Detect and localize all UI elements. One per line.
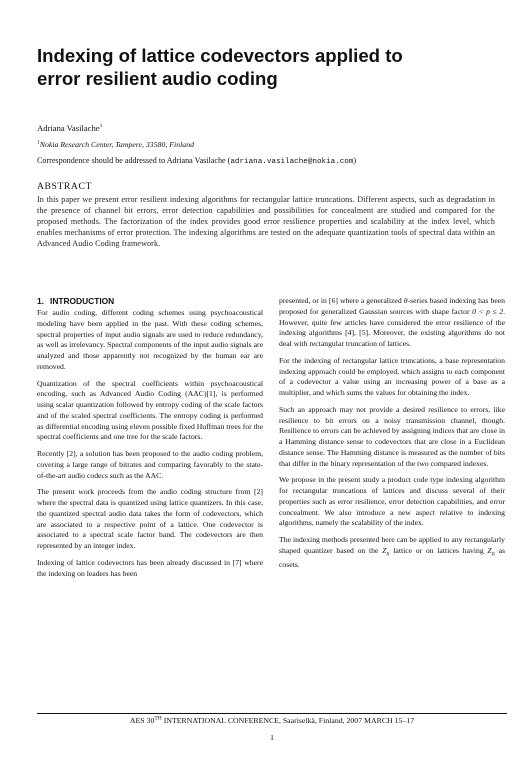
section-number: 1. xyxy=(37,296,44,306)
footer-text: INTERNATIONAL CONFERENCE, Saariselkä, Finland, 2007 MARCH 15–17 xyxy=(161,716,415,725)
footer-sup: TH xyxy=(154,715,162,722)
correspondence-text: Correspondence should be addressed to Adriana Vasilache ( xyxy=(37,156,231,165)
text-run: -series based indexing has been proposed for generalized Gaussian sources with shape factor xyxy=(279,296,505,316)
text-run: lattice or on lattices having xyxy=(389,545,488,555)
affiliation xyxy=(37,140,497,150)
math-inline: 0 < p ≤ 2 xyxy=(472,306,504,316)
theta-symbol: θ xyxy=(403,296,408,305)
abstract-text: In this paper we present error resilient indexing algorithms for rectangular lattice truncations. Different aspects, such as degradation in the presence of channel bit errors, error detection capabilities and possibilities for concealment are studied and compared for the proposed methods. The factorization of the index provides good error resilience properties and scalability at the index level, which enables mechanisms of error protection. The indexing algorithms are tested on the adequate quantization tools of spectral data within an Advanced Audio Coding framework. xyxy=(37,195,495,248)
text-run: . However, quite few articles have considered the error resilience of the indexing algorithms [4], [5]. Moreover, the existing algorithms do not deal with rectangular truncation of lattices. xyxy=(279,306,505,348)
text-run: The indexing methods presented here can be applied to any rectangularly shaped quantizer based on the xyxy=(279,535,505,555)
paragraph: Quantization of the spectral coefficients within psychoacoustical encoding, such as Advanced Audio Coding (AAC)[1], is performed using scalar quantization followed by entropy coding of the scale factors and of the scaled spectral coefficients. The entropy coding is performed as differential encoding using eleven possible fixed Huffman trees for the spectral coefficients and one tree for the scale factors. xyxy=(37,378,264,442)
math-n: n xyxy=(491,550,495,558)
conference-footer xyxy=(37,716,507,726)
page-number: 1 xyxy=(270,733,274,742)
section-heading xyxy=(37,296,263,307)
section-title: INTRODUCTION xyxy=(50,296,115,306)
footer-divider xyxy=(37,713,507,714)
math-n: n xyxy=(386,550,390,558)
correspondence-close: ) xyxy=(353,156,357,165)
math-z: Z xyxy=(487,545,492,555)
paragraph: The present work proceeds from the audio coding structure from [2] where the spectral data is quantized using lattice quantizers. In this case, the quantized spectral audio data takes the form of codevectors, which are associated to a respective point of a lattice. One codevector is associated to a spectral scale factor band. The codevectors are then represented by an integer index. xyxy=(37,487,263,550)
author-affil-mark: 1 xyxy=(99,123,103,130)
correspondence-email: adriana.vasilache@nokia.com xyxy=(230,158,354,166)
text-run: presented, or in [6] where a generalized xyxy=(279,296,404,305)
correspondence xyxy=(37,156,497,167)
author-line xyxy=(37,123,497,134)
left-column xyxy=(37,296,263,585)
paragraph: Recently [2], a solution has been proposed to the audio coding problem, covering a large range of bitrates and comparing favorably to the state-of-the-art audio codecs such as the AAC. xyxy=(37,449,263,480)
paper-title xyxy=(37,44,497,90)
text-run: as cosets. xyxy=(279,545,505,570)
paragraph: Such an approach may not provide a desired resilience to errors, like resilience to bit errors on a noisy transmission channel, though. Resilience to errors can be achieved by assigning indices that are close in a Hamming distance sense to codevectors that are close in a Euclidean distance sense. The Hamming distance is measured as the number of bits that differ in the binary representation of the two compared indexes. xyxy=(279,404,505,468)
right-column xyxy=(279,296,505,577)
title-line-1: Indexing of lattice codevectors applied to xyxy=(37,45,403,66)
abstract-heading: ABSTRACT xyxy=(37,181,92,192)
paragraph: For audio coding, different coding schemes using psychoacoustical modeling have been applied in the past. With these coding schemes, spectral properties of input audio signals are used to reduce redundancy, as well as irrelevancy. Spectral components of the input audio signals are analyzed and those apparently not recognized by the human ear are removed. xyxy=(37,308,263,371)
paragraph xyxy=(279,296,505,350)
footer-text: AES 30 xyxy=(129,716,155,725)
paragraph: For the indexing of rectangular lattice truncations, a base representation indexing approach could be employed, which assigns to each component of a codevector a value using an increasing power of a base as a multiplier, and which sums the values for obtaining the index. xyxy=(279,355,505,397)
paragraph: We propose in the present study a product code type indexing algorithm for rectangular truncations of lattices and discuss several of their properties such as error resilience, error detection capabilities, and error concealment. We also introduce a new aspect relative to indexing algorithms, namely the scalability of the index. xyxy=(279,475,505,528)
paragraph xyxy=(279,535,505,571)
affil-mark: 1 xyxy=(37,139,40,146)
author-name: Adriana Vasilache xyxy=(37,123,100,133)
math-z: Z xyxy=(382,545,387,555)
title-line-2: error resilient audio coding xyxy=(37,68,278,89)
affiliation-text: Nokia Research Center, Tampere, 33580, Finland xyxy=(39,140,194,149)
paragraph: Indexing of lattice codevectors has been already discussed in [7] where the indexing on leaders has been xyxy=(37,557,263,578)
